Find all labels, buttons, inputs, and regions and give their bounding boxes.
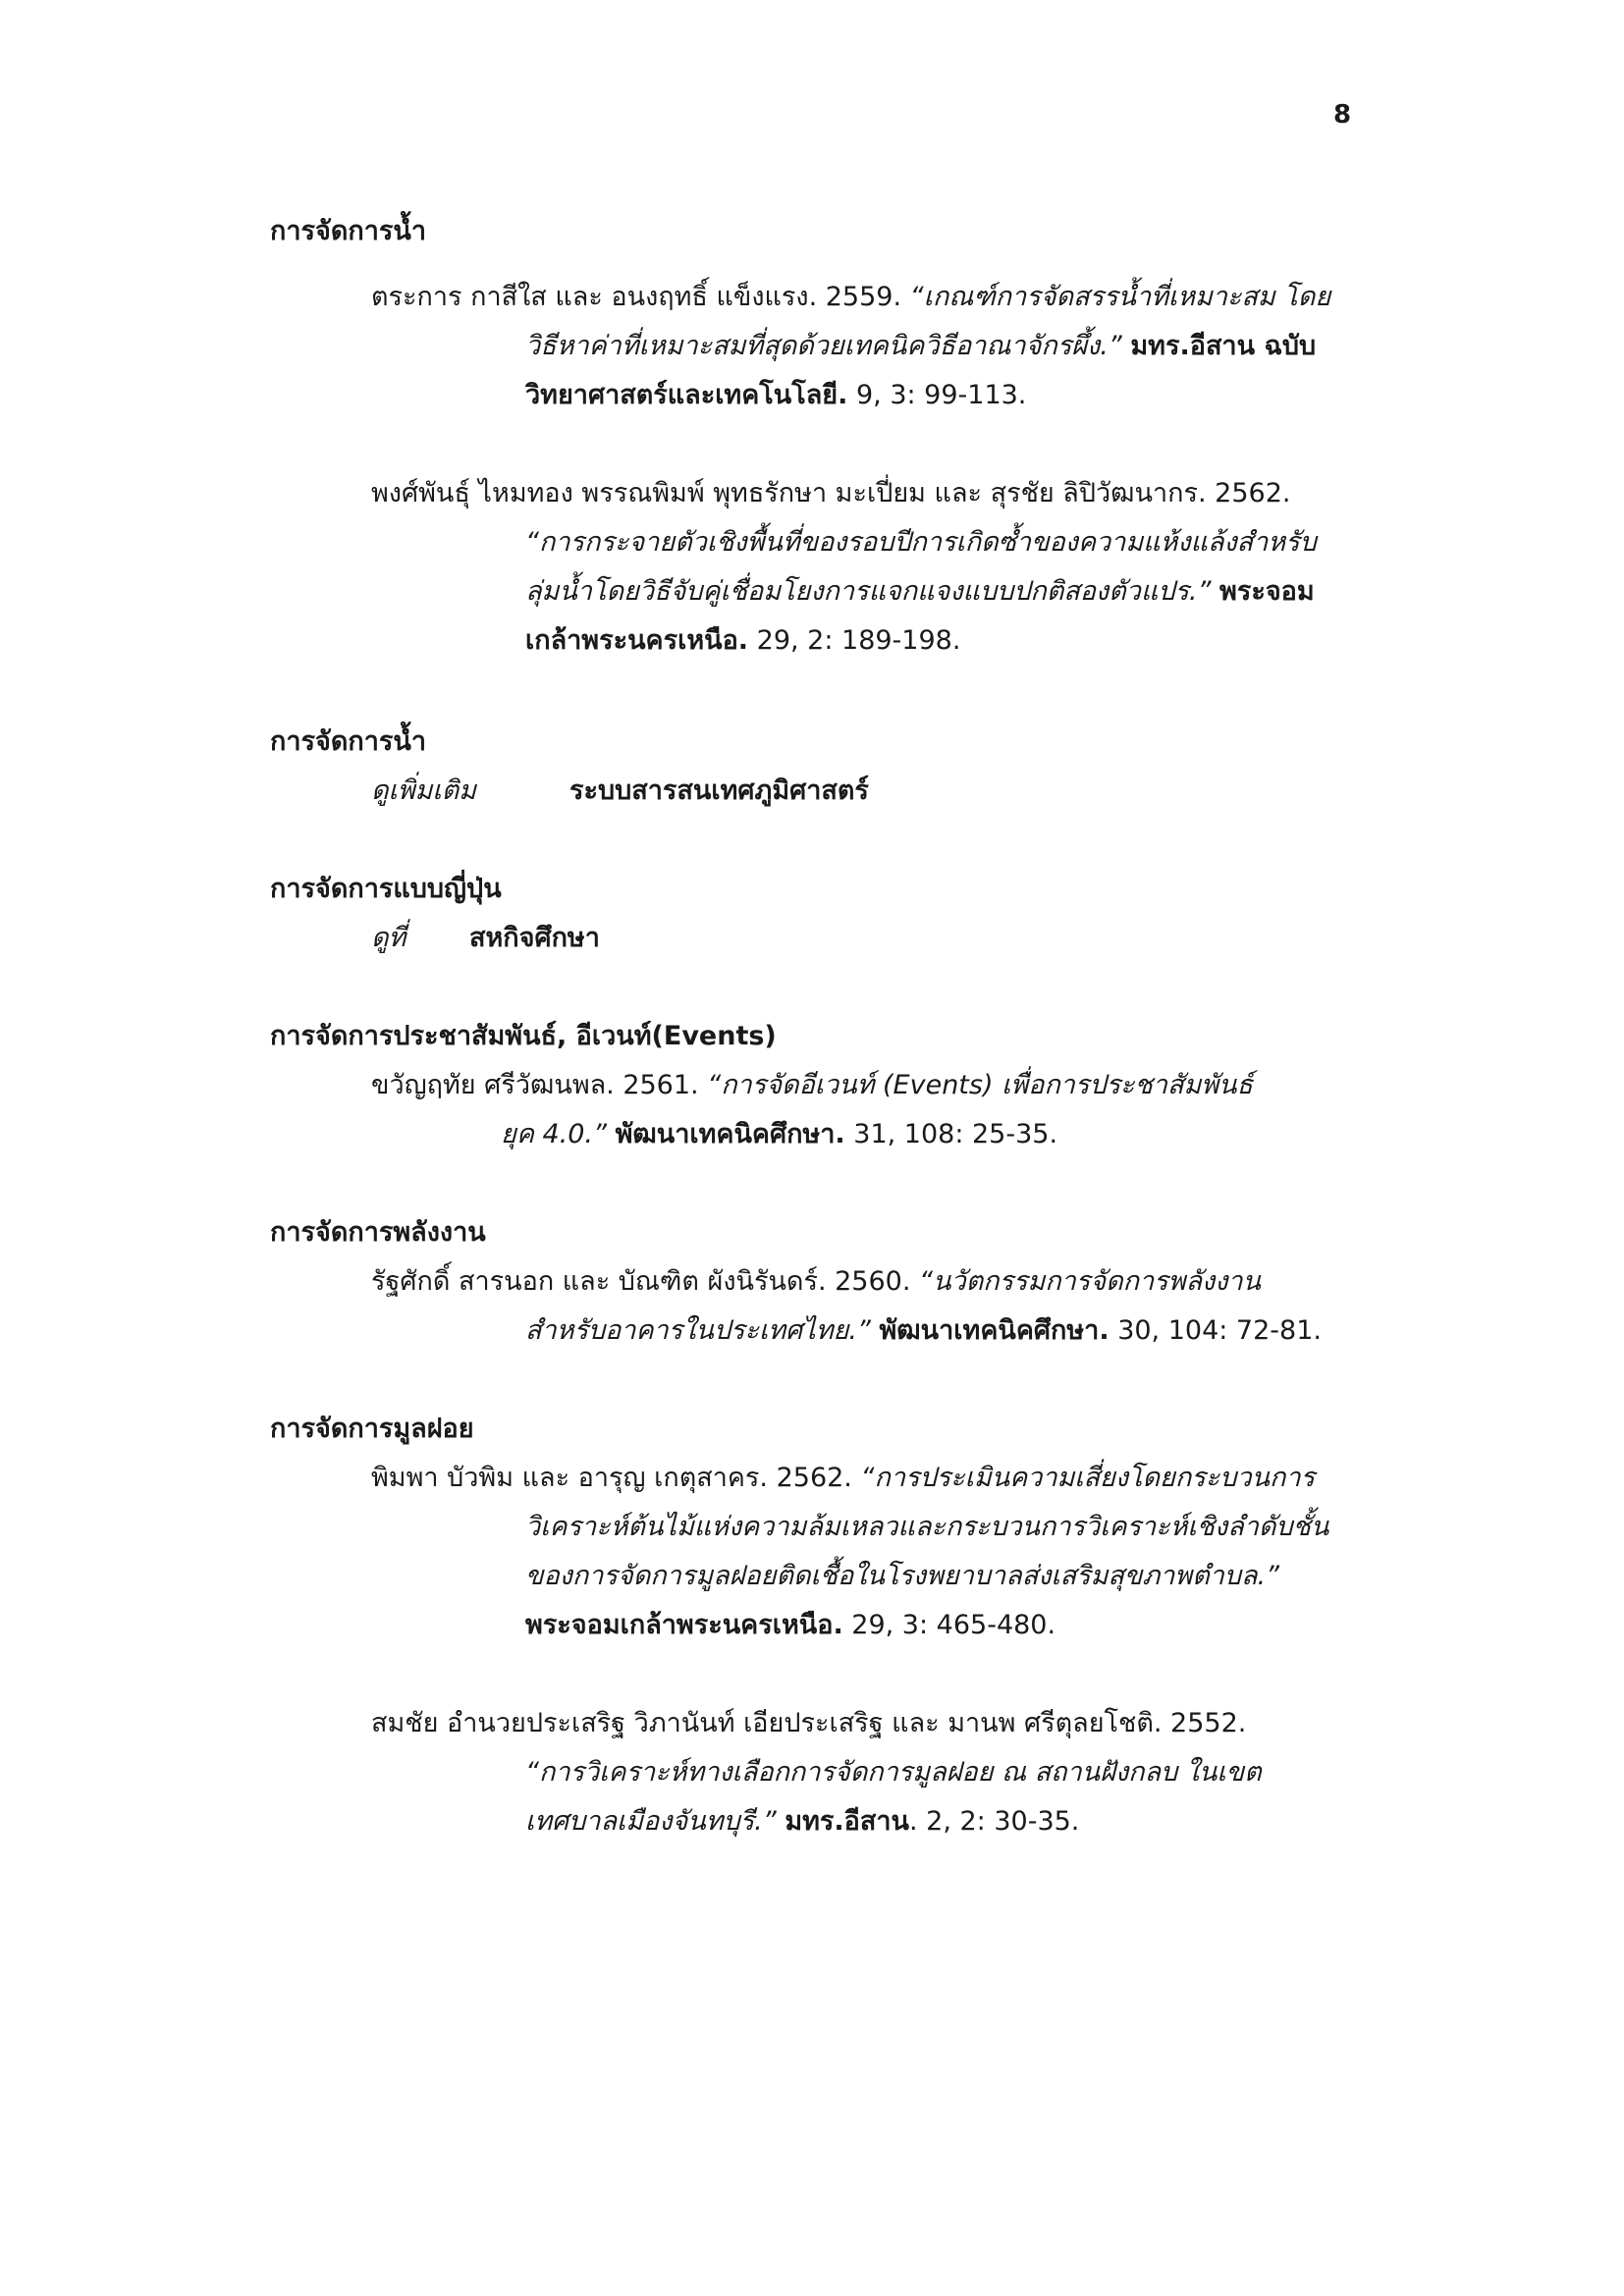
entry-author-year: รัฐศักดิ์ สารนอก และ บัณฑิต ผังนิรันดร์. 2560. <box>371 1266 919 1297</box>
entry-line <box>371 1701 1246 1743</box>
entry-journal: เกล้าพระนครเหนือ. <box>525 625 749 656</box>
entry-journal: มทร.อีสาน <box>785 1806 909 1837</box>
entry-line <box>525 1750 1262 1792</box>
entry-author-year: พงศ์พันธุ์ ไหมทอง พรรณพิมพ์ พุทธรักษา มะเปี่ยม และ สุรชัย ลิปิวัฒนากร. 2562. <box>371 478 1291 508</box>
entry-line <box>525 569 1315 612</box>
see-link[interactable]: สหกิจศึกษา <box>469 923 600 953</box>
entry-line <box>525 1799 1079 1842</box>
entry-journal: พัฒนาเทคนิคศึกษา. <box>615 1119 845 1149</box>
section-heading: การจัดการพลังงาน <box>270 1217 486 1248</box>
entry-line <box>525 324 1316 366</box>
entry-line <box>525 373 1026 415</box>
entry-line <box>525 1505 1328 1547</box>
entry-title: สำหรับอาคารในประเทศไทย.” <box>525 1315 880 1346</box>
entry-journal: พระจอม <box>1219 576 1315 607</box>
section-heading: การจัดการน้ำ <box>270 726 426 757</box>
entry-line <box>371 1456 1315 1498</box>
see-also-link[interactable]: ระบบสารสนเทศภูมิศาสตร์ <box>569 775 869 806</box>
entry-volume: 31, 108: 25-35. <box>844 1119 1058 1149</box>
entry-title: เทศบาลเมืองจันทบุรี.” <box>525 1806 785 1837</box>
entry-volume: 29, 2: 189-198. <box>748 625 961 656</box>
entry-author-year: ตระการ กาสีใส และ อนงฤทธิ์ แข็งแรง. 2559. <box>371 282 910 312</box>
entry-title: วิธีหาค่าที่เหมาะสมที่สุดด้วยเทคนิควิธีอาณาจักรผึ้ง.” <box>525 331 1131 361</box>
entry-title: “การจัดอีเวนท์ (Events) เพื่อการประชาสัมพันธ์ <box>707 1070 1253 1100</box>
section-heading: การจัดการประชาสัมพันธ์, อีเวนท์(Events) <box>270 1021 777 1051</box>
entry-volume: 9, 3: 99-113. <box>847 380 1027 410</box>
entry-journal: วิทยาศาสตร์และเทคโนโลยี. <box>525 380 848 410</box>
entry-volume: 30, 104: 72-81. <box>1109 1315 1322 1346</box>
entry-journal: พัฒนาเทคนิคศึกษา. <box>879 1315 1110 1346</box>
entry-title: ลุ่มน้ำโดยวิธีจับคู่เชื่อมโยงการแจกแจงแบบปกติสองตัวแปร.” <box>525 576 1220 607</box>
entry-line <box>371 275 1330 317</box>
section-heading: การจัดการน้ำ <box>270 216 426 246</box>
entry-author-year: พิมพา บัวพิม และ อารุญ เกตุสาคร. 2562. <box>371 1463 861 1493</box>
entry-line <box>371 1259 1261 1302</box>
entry-title: “เกณฑ์การจัดสรรน้ำที่เหมาะสม โดย <box>909 282 1331 312</box>
entry-line <box>525 618 960 661</box>
see-also-label: ดูเพิ่มเติม <box>371 775 476 806</box>
entry-line <box>501 1112 1057 1154</box>
section-heading: การจัดการแบบญี่ปุ่น <box>270 874 502 904</box>
entry-title: “การประเมินความเสี่ยงโดยกระบวนการ <box>860 1463 1315 1493</box>
entry-author-year: สมชัย อำนวยประเสริฐ วิภานันท์ เอียประเสริฐ และ มานพ ศรีตุลยโชติ. 2552. <box>371 1708 1247 1738</box>
entry-line <box>525 1603 1056 1645</box>
entry-title: “การกระจายตัวเชิงพื้นที่ของรอบปีการเกิดซ้ำของความแห้งแล้งสำหรับ <box>525 527 1317 558</box>
see-label: ดูที่ <box>371 923 406 953</box>
entry-title: วิเคราะห์ต้นไม้แห่งความล้มเหลวและกระบวนการวิเคราะห์เชิงลำดับชั้น <box>525 1512 1329 1542</box>
entry-volume: . 2, 2: 30-35. <box>908 1806 1080 1837</box>
section-heading: การจัดการมูลฝอย <box>270 1414 474 1444</box>
page-number: 8 <box>1333 100 1352 130</box>
entry-line <box>525 1554 1279 1596</box>
entry-author-year: ขวัญฤทัย ศรีวัฒนพล. 2561. <box>371 1070 708 1100</box>
entry-volume: 29, 3: 465-480. <box>842 1610 1056 1640</box>
entry-title: “นวัตกรรมการจัดการพลังงาน <box>919 1266 1261 1297</box>
entry-line <box>371 471 1290 513</box>
entry-journal: พระจอมเกล้าพระนครเหนือ. <box>525 1610 843 1640</box>
entry-line <box>371 1063 1253 1105</box>
entry-title: ยุค 4.0.” <box>501 1119 616 1149</box>
entry-title: “การวิเคราะห์ทางเลือกการจัดการมูลฝอย ณ สถานฝังกลบ ในเขต <box>525 1757 1262 1788</box>
entry-line <box>525 1308 1322 1351</box>
entry-title: ของการจัดการมูลฝอยติดเชื้อในโรงพยาบาลส่งเสริมสุขภาพตำบล.” <box>525 1561 1280 1591</box>
entry-journal: มทร.อีสาน ฉบับ <box>1130 331 1317 361</box>
entry-line <box>525 520 1317 562</box>
